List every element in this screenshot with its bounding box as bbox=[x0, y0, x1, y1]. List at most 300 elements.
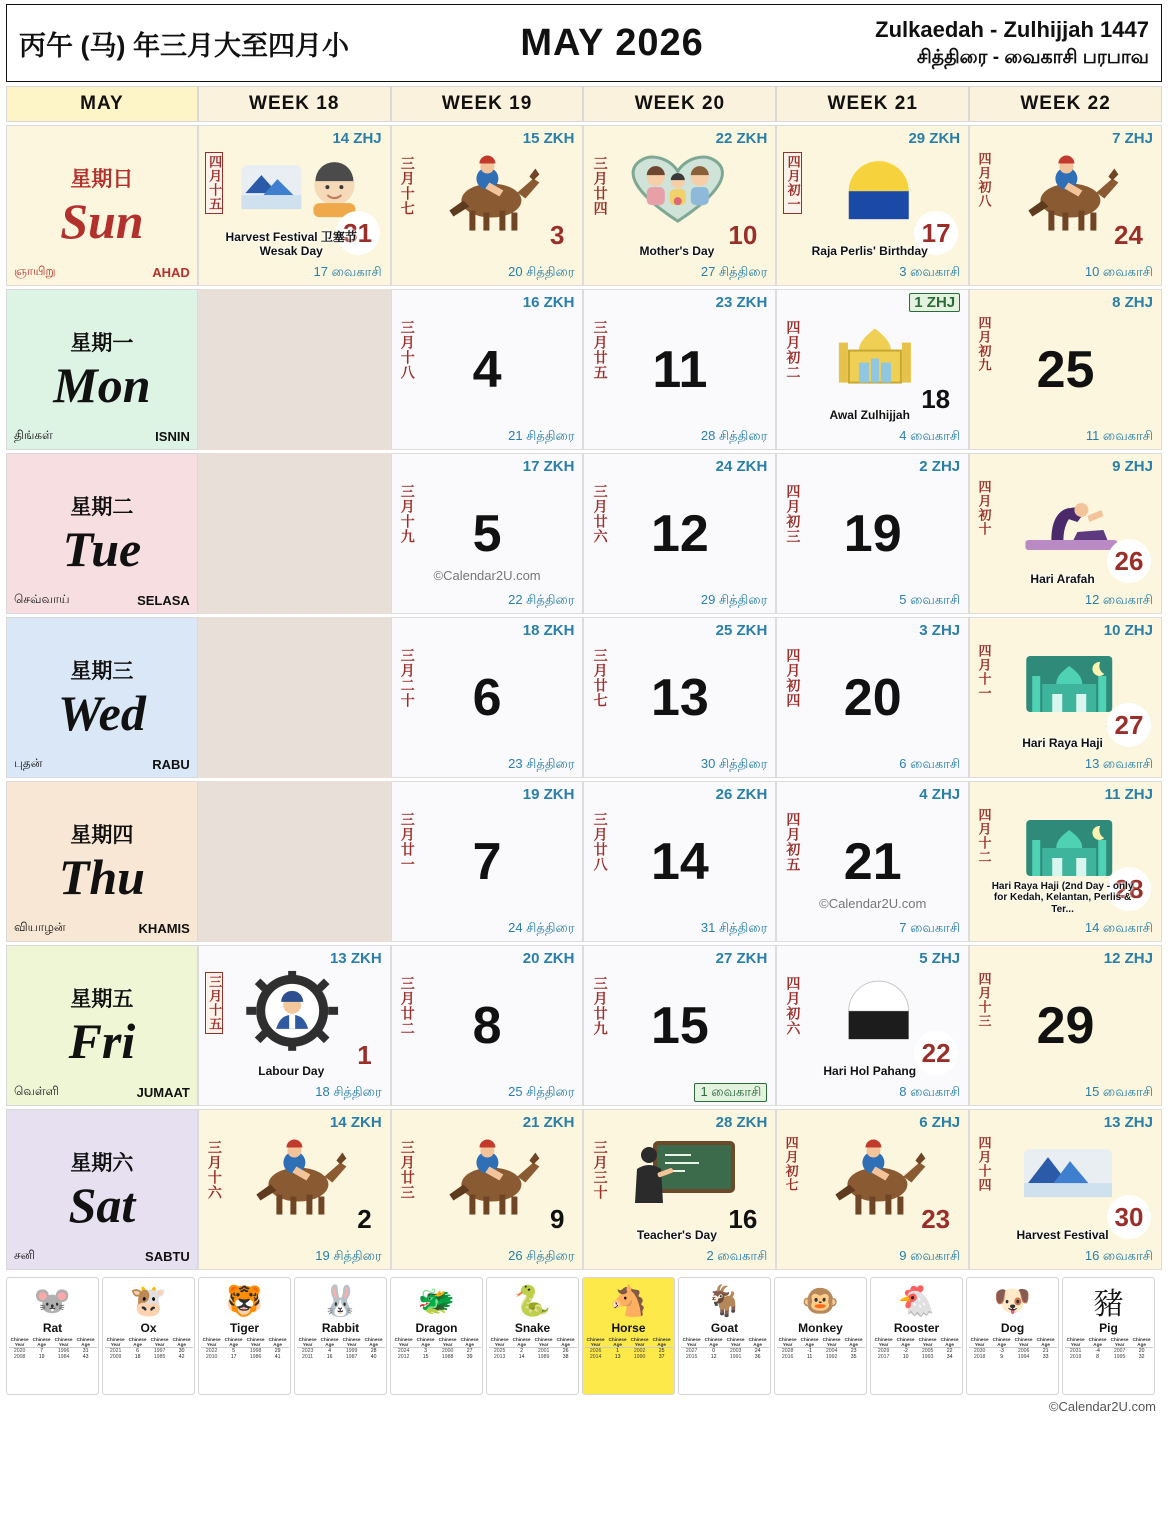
pig-icon: 豬 bbox=[1093, 1288, 1124, 1321]
lunar-date: 三月廿六 bbox=[592, 484, 609, 544]
lunar-date: 三月廿一 bbox=[399, 812, 416, 872]
col-age: Chinese Age bbox=[172, 1337, 191, 1347]
lunar-date: 四月十四 bbox=[976, 1136, 992, 1192]
zodiac-year: 2007 bbox=[1113, 1348, 1126, 1354]
col-age: Chinese Age bbox=[1088, 1337, 1107, 1347]
tamil-date: 17 வைகாசி bbox=[313, 264, 382, 279]
calendar-grid bbox=[6, 125, 1162, 1273]
day-number: 23 bbox=[921, 1204, 951, 1234]
zodiac-year: 1988 bbox=[441, 1354, 454, 1361]
lunar-date: 三月十七 bbox=[399, 156, 416, 216]
dayname-fri-en: Fri bbox=[68, 1013, 136, 1070]
day-number: 26 bbox=[1107, 539, 1151, 583]
dayname-tue bbox=[6, 453, 198, 614]
col-age: Chinese Age bbox=[1036, 1337, 1055, 1347]
day-cell-may-31[interactable] bbox=[198, 125, 391, 286]
dayname-column bbox=[6, 125, 198, 1273]
hijri-date: 24 ZKH bbox=[715, 458, 768, 475]
day-number: 14 bbox=[650, 832, 709, 891]
horse-icon bbox=[815, 1138, 935, 1221]
day-cell-empty-wed bbox=[198, 617, 391, 778]
zodiac-card-rat[interactable] bbox=[6, 1277, 99, 1395]
day-cell-may-8[interactable] bbox=[391, 945, 584, 1106]
zodiac-age: 34 bbox=[946, 1354, 953, 1361]
day-number: 3 bbox=[550, 220, 565, 250]
day-cell-may-4[interactable] bbox=[391, 289, 584, 450]
dayname-wed-ta: புதன் bbox=[14, 756, 43, 770]
day-cell-may-23[interactable] bbox=[776, 1109, 969, 1270]
header-right bbox=[875, 15, 1149, 70]
zodiac-year: 2020 bbox=[13, 1348, 26, 1354]
day-cell-may-10[interactable] bbox=[583, 125, 776, 286]
rooster-icon: 🐔 bbox=[897, 1284, 936, 1318]
zodiac-year: 1989 bbox=[537, 1354, 550, 1361]
day-number: 30 bbox=[1107, 1195, 1151, 1239]
lunar-date: 四月初十 bbox=[976, 480, 992, 536]
day-cell-may-15[interactable] bbox=[583, 945, 776, 1106]
day-number: 31 bbox=[336, 211, 380, 255]
zodiac-age: 6 bbox=[136, 1348, 140, 1354]
hijri-date: 18 ZKH bbox=[522, 622, 575, 639]
lunar-date: 四月初九 bbox=[976, 316, 992, 372]
day-number: 15 bbox=[650, 996, 709, 1055]
tamil-date: 11 வைகாசி bbox=[1085, 428, 1153, 443]
zodiac-name: Dragon bbox=[415, 1321, 458, 1335]
col-year: Chinese Year bbox=[1012, 1337, 1034, 1348]
lunar-date: 三月十五 bbox=[205, 972, 223, 1034]
day-number: 8 bbox=[472, 996, 502, 1055]
tamil-date: 6 வைகாசி bbox=[899, 756, 961, 771]
day-cell-may-9[interactable] bbox=[391, 1109, 584, 1270]
hijri-date: 19 ZKH bbox=[522, 786, 575, 803]
zodiac-age: 33 bbox=[1042, 1354, 1049, 1361]
dayname-wed-cn: 星期三 bbox=[70, 660, 134, 684]
day-number: 28 bbox=[1107, 867, 1151, 911]
dayname-thu-ta: வியாழன் bbox=[14, 920, 66, 934]
calendar-header bbox=[6, 4, 1162, 82]
tamil-date: 1 வைகாசி bbox=[694, 1083, 767, 1102]
week-21-column bbox=[776, 125, 969, 1273]
hijri-date: 15 ZKH bbox=[522, 130, 575, 147]
hijri-date: 5 ZHJ bbox=[919, 950, 961, 967]
zodiac-year: 2017 bbox=[877, 1354, 890, 1361]
day-cell-may-25[interactable] bbox=[969, 289, 1162, 450]
mosque-night-icon bbox=[1012, 814, 1124, 889]
zodiac-age: 3 bbox=[424, 1348, 428, 1354]
col-age: Chinese Age bbox=[416, 1337, 435, 1347]
hijri-date: 11 ZHJ bbox=[1104, 786, 1153, 803]
tamil-date: 22 சித்திரை bbox=[508, 592, 575, 607]
dayname-fri-ta: வெள்ளி bbox=[14, 1084, 59, 1098]
dayname-sun bbox=[6, 125, 198, 286]
lunar-date: 三月廿三 bbox=[399, 1140, 416, 1200]
zodiac-card-monkey[interactable] bbox=[774, 1277, 867, 1395]
col-year: Chinese Year bbox=[148, 1337, 170, 1348]
col-year: Chinese Year bbox=[820, 1337, 842, 1348]
zodiac-age: 41 bbox=[274, 1354, 281, 1361]
hijri-date: 17 ZKH bbox=[522, 458, 575, 475]
zodiac-year: 2011 bbox=[302, 1354, 314, 1361]
zodiac-card-dragon[interactable] bbox=[390, 1277, 483, 1395]
col-age: Chinese Age bbox=[460, 1337, 479, 1347]
day-number: 5 bbox=[472, 504, 502, 563]
col-year: Chinese Year bbox=[105, 1337, 127, 1348]
day-cell-empty-tue bbox=[198, 453, 391, 614]
zodiac-table bbox=[393, 1337, 481, 1361]
day-cell-may-27[interactable] bbox=[969, 617, 1162, 778]
lunar-date: 四月初六 bbox=[785, 976, 802, 1036]
col-year: Chinese Year bbox=[436, 1337, 458, 1348]
lunar-date: 三月廿九 bbox=[592, 976, 609, 1036]
tamil-date: 30 சித்திரை bbox=[700, 756, 768, 771]
zodiac-table bbox=[585, 1337, 673, 1361]
zodiac-age: 27 bbox=[466, 1348, 473, 1354]
dayname-sun-en: Sun bbox=[60, 193, 144, 250]
dayname-mon-ms: ISNIN bbox=[155, 429, 190, 444]
day-number: 16 bbox=[728, 1204, 758, 1234]
zodiac-card-snake[interactable] bbox=[486, 1277, 579, 1395]
day-number: 25 bbox=[1036, 340, 1095, 399]
hijri-date: 22 ZKH bbox=[715, 130, 768, 147]
zodiac-table bbox=[489, 1337, 577, 1361]
col-year: Chinese Year bbox=[489, 1337, 511, 1348]
col-age: Chinese Age bbox=[224, 1337, 243, 1347]
watermark: ©Calendar2U.com bbox=[819, 896, 927, 911]
lunar-date: 四月初二 bbox=[785, 320, 802, 380]
tamil-date: 10 வைகாசி bbox=[1084, 264, 1153, 279]
zodiac-card-goat[interactable] bbox=[678, 1277, 771, 1395]
zodiac-year: 1993 bbox=[921, 1354, 934, 1361]
snake-icon: 🐍 bbox=[513, 1284, 552, 1318]
tamil-date: 7 வைகாசி bbox=[899, 920, 961, 935]
tamil-date: 5 வைகாசி bbox=[899, 592, 961, 607]
day-number: 27 bbox=[1107, 703, 1151, 747]
zodiac-year: 2019 bbox=[1069, 1354, 1082, 1361]
zodiac-name: Dog bbox=[1000, 1321, 1025, 1335]
zodiac-age: 36 bbox=[754, 1354, 761, 1361]
zodiac-year: 1985 bbox=[153, 1354, 166, 1361]
day-cell-may-3[interactable] bbox=[391, 125, 584, 286]
col-year: Chinese Year bbox=[244, 1337, 266, 1348]
zodiac-year: 1984 bbox=[57, 1354, 70, 1361]
dayname-sat-ms: SABTU bbox=[145, 1249, 190, 1264]
week-19-column bbox=[391, 125, 584, 1273]
day-cell-may-29[interactable] bbox=[969, 945, 1162, 1106]
zodiac-age: 39 bbox=[466, 1354, 473, 1361]
zodiac-age: 19 bbox=[38, 1354, 45, 1361]
col-year: Chinese Year bbox=[393, 1337, 415, 1348]
day-cell-may-16[interactable] bbox=[583, 1109, 776, 1270]
zodiac-year: 2000 bbox=[441, 1348, 454, 1354]
zodiac-age: 13 bbox=[614, 1354, 621, 1361]
lunar-date: 三月廿二 bbox=[399, 976, 416, 1036]
col-age: Chinese Age bbox=[896, 1337, 915, 1347]
weekbar-week-22: WEEK 22 bbox=[969, 86, 1162, 122]
zodiac-name: Monkey bbox=[798, 1321, 843, 1335]
day-cell-may-1[interactable] bbox=[198, 945, 391, 1106]
lunar-date: 三月廿四 bbox=[592, 156, 609, 216]
event-label: Hari Hol Pahang bbox=[823, 1064, 917, 1079]
zodiac-year: 2008 bbox=[13, 1354, 26, 1361]
zodiac-year: 2028 bbox=[781, 1348, 794, 1354]
weekbar-week-20: WEEK 20 bbox=[583, 86, 776, 122]
day-number: 11 bbox=[652, 340, 708, 399]
zodiac-year: 1999 bbox=[345, 1348, 358, 1354]
zodiac-name: Ox bbox=[140, 1321, 157, 1335]
col-year: Chinese Year bbox=[52, 1337, 74, 1348]
col-age: Chinese Age bbox=[940, 1337, 959, 1347]
zodiac-year: 1997 bbox=[153, 1348, 166, 1354]
labour-day-icon bbox=[246, 970, 338, 1059]
tamil-date: 31 சித்திரை bbox=[700, 920, 768, 935]
zodiac-year: 2016 bbox=[781, 1354, 794, 1361]
zodiac-year: 2003 bbox=[729, 1348, 742, 1354]
dayname-wed-ms: RABU bbox=[152, 757, 190, 772]
day-cell-may-12[interactable] bbox=[583, 453, 776, 614]
zodiac-name: Rabbit bbox=[321, 1321, 360, 1335]
zodiac-age: -2 bbox=[903, 1348, 908, 1354]
tamil-title: சித்திரை - வைகாசி பரபாவ bbox=[916, 47, 1149, 69]
day-cell-may-5[interactable] bbox=[391, 453, 584, 614]
lunar-date: 三月三十 bbox=[592, 1140, 609, 1200]
zodiac-table bbox=[9, 1337, 97, 1361]
hijri-date: 21 ZKH bbox=[522, 1114, 575, 1131]
zodiac-age: -3 bbox=[999, 1348, 1004, 1354]
day-number: 17 bbox=[914, 211, 958, 255]
chinese-year-title: 丙午 (马) 年三月大至四月小 bbox=[19, 30, 349, 61]
day-cell-may-13[interactable] bbox=[583, 617, 776, 778]
horse-icon bbox=[429, 1138, 549, 1221]
zodiac-card-ox[interactable] bbox=[102, 1277, 195, 1395]
lunar-date: 四月初七 bbox=[783, 1136, 799, 1192]
day-cell-may-17[interactable] bbox=[776, 125, 969, 286]
zodiac-table bbox=[873, 1337, 961, 1361]
day-cell-may-14[interactable] bbox=[583, 781, 776, 942]
zodiac-card-horse[interactable] bbox=[582, 1277, 675, 1395]
zodiac-year: 2009 bbox=[109, 1354, 122, 1361]
tamil-date: 9 வைகாசி bbox=[899, 1248, 961, 1263]
day-cell-may-19[interactable] bbox=[776, 453, 969, 614]
dragon-icon: 🐲 bbox=[417, 1284, 456, 1318]
zodiac-year: 2006 bbox=[1017, 1348, 1030, 1354]
zodiac-table bbox=[777, 1337, 865, 1361]
dayname-thu-en: Thu bbox=[58, 849, 145, 906]
zodiac-age: 30 bbox=[178, 1348, 185, 1354]
hijri-date: 27 ZKH bbox=[715, 950, 768, 967]
hijri-date: 13 ZKH bbox=[329, 950, 382, 967]
tamil-date: 26 சித்திரை bbox=[508, 1248, 575, 1263]
rat-icon: 🐭 bbox=[33, 1284, 72, 1318]
col-age: Chinese Age bbox=[844, 1337, 863, 1347]
hijri-title: Zulkaedah - Zulhijjah 1447 bbox=[875, 17, 1149, 43]
hijri-date: 6 ZHJ bbox=[919, 1114, 961, 1131]
zodiac-age: 35 bbox=[850, 1354, 857, 1361]
lunar-date: 四月十二 bbox=[976, 808, 992, 864]
zodiac-age: 24 bbox=[754, 1348, 761, 1354]
zodiac-year: 2004 bbox=[825, 1348, 838, 1354]
day-cell-may-6[interactable] bbox=[391, 617, 584, 778]
hijri-date: 23 ZKH bbox=[715, 294, 768, 311]
zodiac-age: 21 bbox=[1042, 1348, 1049, 1354]
day-number: 1 bbox=[357, 1040, 372, 1070]
hijri-date: 2 ZHJ bbox=[919, 458, 961, 475]
tamil-date: 20 சித்திரை bbox=[508, 264, 575, 279]
zodiac-year: 2014 bbox=[589, 1354, 602, 1361]
event-label: Hari Raya Haji bbox=[1022, 736, 1103, 751]
col-year: Chinese Year bbox=[969, 1337, 991, 1348]
event-label: Mother's Day bbox=[639, 244, 715, 259]
hijri-date: 16 ZKH bbox=[522, 294, 575, 311]
day-number: 12 bbox=[650, 504, 709, 563]
day-number: 7 bbox=[472, 832, 502, 891]
col-year: Chinese Year bbox=[201, 1337, 223, 1348]
day-cell-may-24[interactable] bbox=[969, 125, 1162, 286]
zodiac-age: 25 bbox=[658, 1348, 665, 1354]
event-label: Harvest Festival bbox=[1016, 1228, 1109, 1243]
day-number: 6 bbox=[472, 668, 502, 727]
day-cell-may-22[interactable] bbox=[776, 945, 969, 1106]
day-cell-may-26[interactable] bbox=[969, 453, 1162, 614]
lunar-date: 四月初一 bbox=[783, 152, 801, 214]
watermark: ©Calendar2U.com bbox=[433, 568, 541, 583]
perlis-flag-icon bbox=[830, 155, 926, 232]
day-cell-may-20[interactable] bbox=[776, 617, 969, 778]
col-year: Chinese Year bbox=[340, 1337, 362, 1348]
day-cell-may-7[interactable] bbox=[391, 781, 584, 942]
zodiac-year: 2022 bbox=[205, 1348, 218, 1354]
mosque-icon bbox=[827, 324, 923, 395]
zodiac-age: 10 bbox=[902, 1354, 909, 1361]
tamil-date: 2 வைகாசி bbox=[706, 1248, 768, 1263]
dayname-mon-ta: திங்கள் bbox=[14, 428, 53, 442]
week-18-column bbox=[198, 125, 391, 1273]
mosque-night-icon bbox=[1012, 650, 1124, 725]
dayname-sun-cn: 星期日 bbox=[70, 168, 134, 192]
col-year: Chinese Year bbox=[297, 1337, 319, 1348]
col-year: Chinese Year bbox=[681, 1337, 703, 1348]
tamil-date: 29 சித்திரை bbox=[700, 592, 768, 607]
dayname-sat-cn: 星期六 bbox=[70, 1152, 134, 1176]
col-age: Chinese Age bbox=[320, 1337, 339, 1347]
col-age: Chinese Age bbox=[800, 1337, 819, 1347]
zodiac-age: 29 bbox=[274, 1348, 281, 1354]
zodiac-table bbox=[297, 1337, 385, 1361]
day-number: 18 bbox=[921, 384, 951, 414]
hijri-date: 14 ZKH bbox=[329, 1114, 382, 1131]
zodiac-year: 2013 bbox=[493, 1354, 506, 1361]
zodiac-year: 1995 bbox=[1113, 1354, 1126, 1361]
hijri-date: 20 ZKH bbox=[522, 950, 575, 967]
dayname-wed bbox=[6, 617, 198, 778]
zodiac-card-rabbit[interactable] bbox=[294, 1277, 387, 1395]
col-age: Chinese Age bbox=[1132, 1337, 1151, 1347]
dayname-wed-en: Wed bbox=[57, 685, 146, 742]
hijri-date: 13 ZHJ bbox=[1103, 1114, 1153, 1131]
day-cell-may-28[interactable] bbox=[969, 781, 1162, 942]
zodiac-year: 2012 bbox=[397, 1354, 410, 1361]
zodiac-age: 15 bbox=[422, 1354, 429, 1361]
zodiac-card-rooster[interactable] bbox=[870, 1277, 963, 1395]
col-age: Chinese Age bbox=[704, 1337, 723, 1347]
hijri-date: 26 ZKH bbox=[715, 786, 768, 803]
lunar-date: 四月十五 bbox=[205, 152, 223, 214]
dayname-tue-ta: செவ்வாய் bbox=[14, 592, 70, 606]
tamil-date: 3 வைகாசி bbox=[899, 264, 961, 279]
zodiac-table bbox=[681, 1337, 769, 1361]
hijri-date: 7 ZHJ bbox=[1112, 130, 1153, 147]
zodiac-card-tiger[interactable] bbox=[198, 1277, 291, 1395]
zodiac-card-dog[interactable] bbox=[966, 1277, 1059, 1395]
day-cell-may-21[interactable] bbox=[776, 781, 969, 942]
day-cell-may-2[interactable] bbox=[198, 1109, 391, 1270]
zodiac-age: 28 bbox=[370, 1348, 377, 1354]
zodiac-age: 11 bbox=[806, 1354, 813, 1361]
zodiac-age: 23 bbox=[850, 1348, 857, 1354]
zodiac-age: 12 bbox=[710, 1354, 717, 1361]
lunar-date: 三月二十 bbox=[399, 648, 416, 708]
hijri-date: 1 ZHJ bbox=[909, 293, 960, 312]
day-cell-may-18[interactable] bbox=[776, 289, 969, 450]
hijri-date: 25 ZKH bbox=[715, 622, 768, 639]
zodiac-age: 8 bbox=[1096, 1354, 1100, 1361]
zodiac-age: -1 bbox=[807, 1348, 812, 1354]
tamil-date: 27 சித்திரை bbox=[700, 264, 768, 279]
zodiac-year: 2025 bbox=[493, 1348, 506, 1354]
day-cell-may-30[interactable] bbox=[969, 1109, 1162, 1270]
day-number: 4 bbox=[472, 340, 502, 399]
day-number: 9 bbox=[550, 1204, 565, 1234]
lunar-date: 四月十三 bbox=[976, 972, 992, 1028]
dayname-fri-cn: 星期五 bbox=[70, 988, 134, 1012]
zodiac-year: 2021 bbox=[109, 1348, 122, 1354]
tamil-date: 15 வைகாசி bbox=[1084, 1084, 1153, 1099]
col-year: Chinese Year bbox=[585, 1337, 607, 1348]
zodiac-year: 2002 bbox=[633, 1348, 646, 1354]
day-cell-may-11[interactable] bbox=[583, 289, 776, 450]
zodiac-age: 22 bbox=[946, 1348, 953, 1354]
zodiac-year: 2030 bbox=[973, 1348, 986, 1354]
event-label: Hari Arafah bbox=[1030, 572, 1095, 587]
goat-icon: 🐐 bbox=[705, 1284, 744, 1318]
dayname-sun-ms: AHAD bbox=[152, 265, 190, 280]
event-label: Labour Day bbox=[258, 1064, 325, 1079]
day-number: 2 bbox=[357, 1204, 372, 1234]
tamil-date: 18 சித்திரை bbox=[315, 1084, 382, 1099]
zodiac-age: 7 bbox=[40, 1348, 44, 1354]
zodiac-year: 1994 bbox=[1017, 1354, 1030, 1361]
weekbar-week-19: WEEK 19 bbox=[391, 86, 584, 122]
col-age: Chinese Age bbox=[512, 1337, 531, 1347]
col-age: Chinese Age bbox=[268, 1337, 287, 1347]
zodiac-year: 2023 bbox=[301, 1348, 314, 1354]
dayname-mon-en: Mon bbox=[53, 357, 151, 414]
zodiac-year: 1996 bbox=[57, 1348, 70, 1354]
lunar-date: 三月廿五 bbox=[592, 320, 609, 380]
zodiac-year: 1998 bbox=[249, 1348, 262, 1354]
day-cell-empty-thu bbox=[198, 781, 391, 942]
zodiac-year: 2027 bbox=[685, 1348, 698, 1354]
zodiac-age: 1 bbox=[616, 1348, 620, 1354]
hijri-date: 4 ZHJ bbox=[919, 786, 961, 803]
zodiac-table bbox=[105, 1337, 193, 1361]
zodiac-name: Snake bbox=[514, 1321, 551, 1335]
hijri-date: 14 ZHJ bbox=[332, 130, 382, 147]
lunar-date: 三月十六 bbox=[206, 1140, 223, 1200]
zodiac-age: -4 bbox=[1095, 1348, 1100, 1354]
zodiac-age: 4 bbox=[328, 1348, 332, 1354]
col-age: Chinese Age bbox=[608, 1337, 627, 1347]
zodiac-card-pig[interactable] bbox=[1062, 1277, 1155, 1395]
